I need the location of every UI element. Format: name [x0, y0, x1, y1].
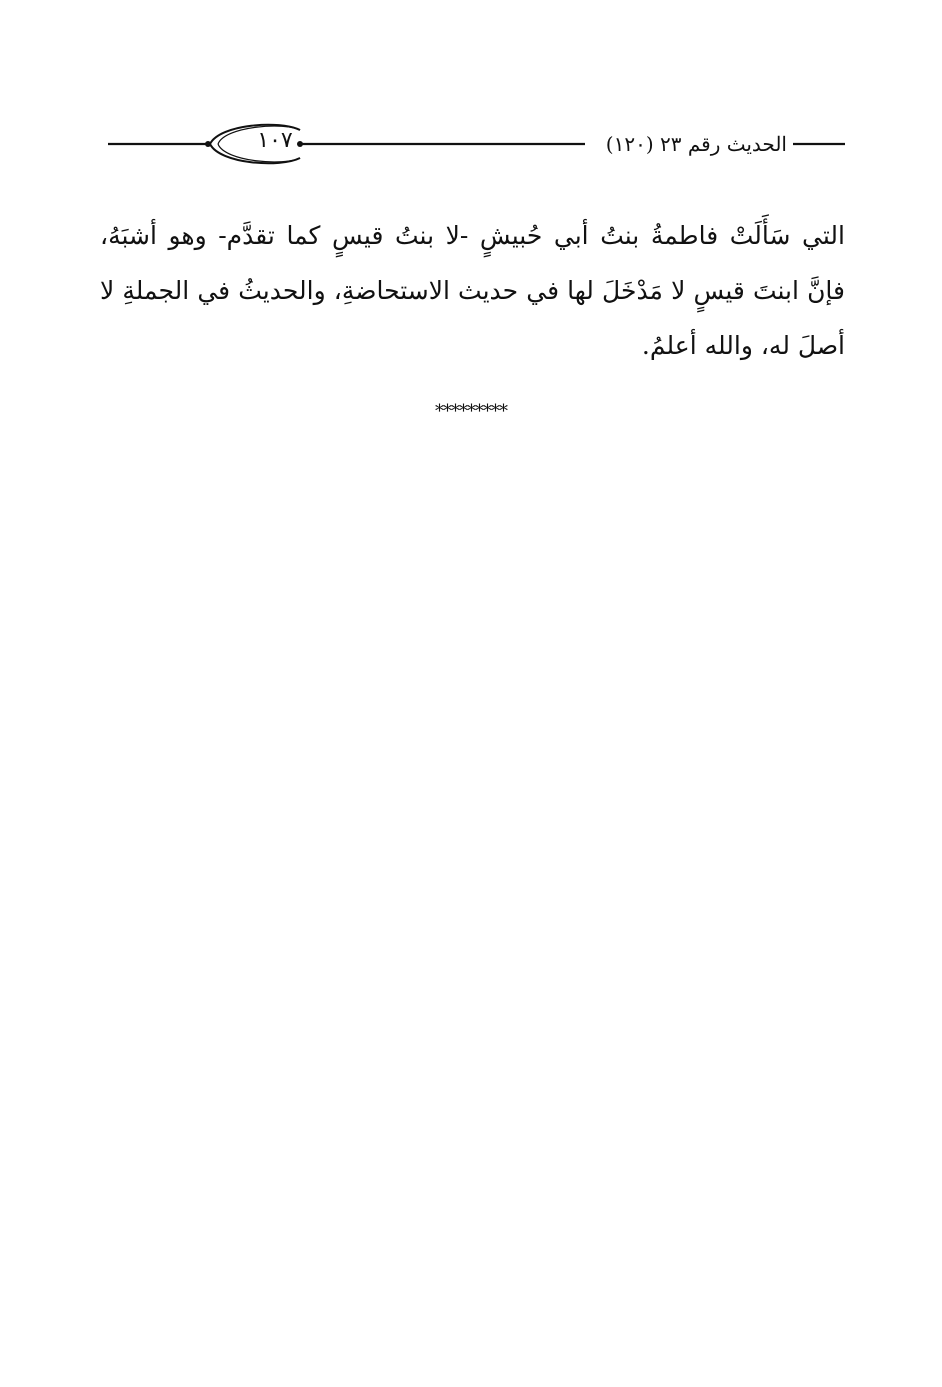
- body-paragraph: التي سَأَلَتْ فاطمةُ بنتُ أبي حُبيشٍ -لا بنتُ قيسٍ كما تقدَّم- وهو أشبَهُ، فإنَّ ابنتَ قيسٍ لا مَدْخَلَ لها في حديث الاستحاضةِ، والحديثُ في الجملةِ لا أصلَ له، والله أعلمُ.: [100, 221, 845, 360]
- page-header: [100, 112, 845, 172]
- section-separator: *********: [435, 401, 507, 422]
- page-number: ١٠٧: [257, 128, 293, 153]
- running-title: الحديث رقم ٢٣ (١٢٠): [600, 132, 793, 156]
